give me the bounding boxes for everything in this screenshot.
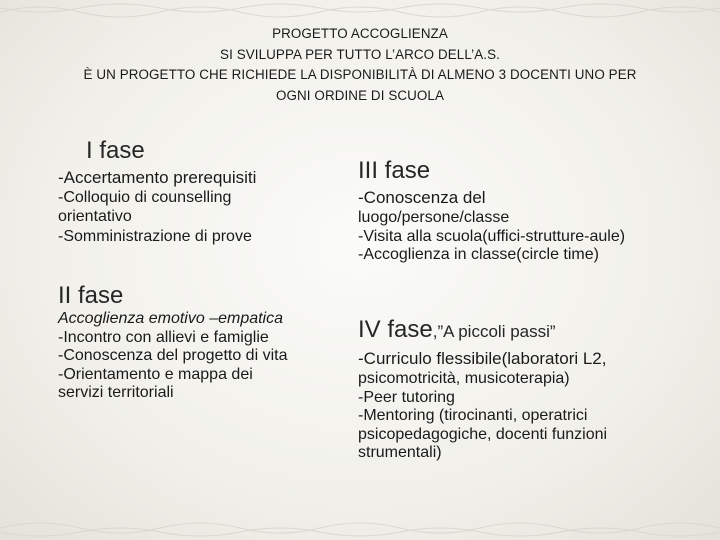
- bottom-decorative-pattern: [0, 518, 720, 540]
- title-line: OGNI ORDINE DI SCUOLA: [275, 87, 445, 103]
- title-line: SI SVILUPPA PER TUTTO L’ARCO DELL’A.S.: [220, 46, 500, 62]
- phase-2-item: -Conoscenza del progetto di vita: [58, 347, 288, 364]
- phase-3-heading: III fase: [358, 157, 431, 184]
- phase-1-heading: I fase: [86, 137, 145, 164]
- phase-1-item: -Colloquio di counselling: [58, 189, 232, 206]
- phase-2-item: -Incontro con allievi e famiglie: [58, 328, 269, 346]
- title-line: È UN PROGETTO CHE RICHIEDE LA DISPONIBILITÀ DI ALMENO 3 DOCENTI UNO PER: [83, 67, 637, 82]
- phase-4-heading-text: IV fase: [358, 316, 433, 343]
- phase-4-block: [358, 316, 607, 463]
- phase-4-heading: [358, 316, 607, 346]
- phase-4-item: -Curriculo flessibile(laboratori L2,: [358, 349, 607, 368]
- phase-1-item: orientativo: [58, 207, 132, 225]
- phase-3-item: luogo/persone/classe: [358, 209, 510, 226]
- phase-3-item: -Accoglienza in classe(circle time): [358, 246, 599, 263]
- phase-3-block: [358, 157, 625, 265]
- phase-4-subheading: ,”A piccoli passi”: [432, 322, 556, 341]
- phase-3-item: -Conoscenza del: [358, 188, 486, 207]
- phase-1-block: [58, 137, 256, 247]
- slide-title: [20, 24, 700, 106]
- phase-4-item: -Mentoring (tirocinanti, operatrici: [358, 407, 588, 424]
- phase-4-item: strumentali): [358, 444, 442, 461]
- phase-1-item: -Somministrazione di prove: [58, 228, 252, 245]
- phase-4-item: psicopedagogiche, docenti funzioni: [358, 425, 608, 443]
- phase-1-item: -Accertamento prerequisiti: [58, 168, 257, 187]
- phase-2-item: servizi territoriali: [58, 384, 174, 401]
- phase-2-item: -Orientamento e mappa dei: [58, 365, 253, 383]
- phase-2-heading: II fase: [58, 282, 124, 309]
- phase-4-item: psicomotricità, musicoterapia): [358, 370, 570, 387]
- phase-3-item: -Visita alla scuola(uffici-strutture-aule): [358, 227, 626, 245]
- phase-2-block: [58, 282, 287, 403]
- title-line: PROGETTO ACCOGLIENZA: [272, 26, 448, 41]
- phase-4-item: -Peer tutoring: [358, 388, 455, 406]
- top-decorative-pattern: [0, 0, 720, 20]
- phase-2-item: Accoglienza emotivo –empatica: [58, 310, 284, 327]
